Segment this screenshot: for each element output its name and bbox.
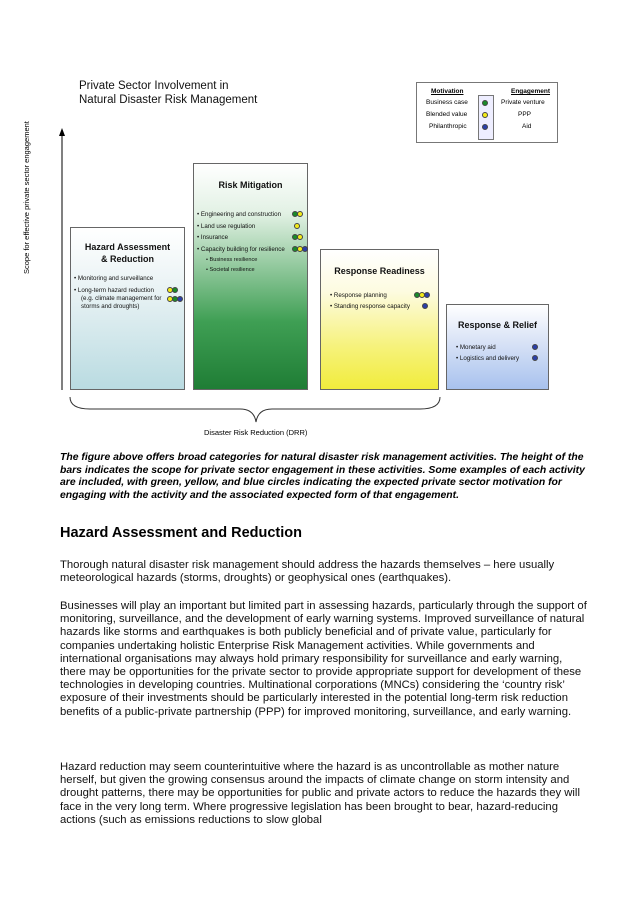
bar-response-readiness [320,249,439,390]
figure-title-line-1: Private Sector Involvement in [79,80,229,92]
legend-engagement-1: Private venture [501,99,545,106]
bar-1-note-2: storms and droughts) [81,303,140,310]
bar-response-relief [446,304,549,390]
x-axis-label: Disaster Risk Reduction (DRR) [204,428,308,437]
figure-caption: The figure above offers broad categories for natural disaster risk management activities. The height of the bars indicates the scope for private sector engagement in these activities. Some examples of each activity are included, with green, yellow, and blue circles indicating the expected private sector motivation for engaging with the activity and the associated expected form of that engagement. [60,452,585,502]
paragraph-3: Hazard reduction may seem counterintuitive where the hazard is as uncontrollable as mother nature herself, but given the growing consensus around the impacts of climate change on storm intensity and drought patterns, there may be opportunities for public and private actors to reduce the hazards they will face in the very long term. Where progressive legislation has been brought to bear, hazard-reducing actions (such as emissions reductions to slow global [60,761,580,826]
legend-motivation-1: Business case [426,99,468,106]
yellow-circle-icon [297,211,303,217]
bar-risk-mitigation [193,163,308,390]
bar-4-item-2: • Logistics and delivery [456,355,520,362]
bar-3-item-1: • Response planning [330,292,387,299]
bar-2-sub-item-2: • Societal resilience [206,267,255,273]
bar-1-note-1: (e.g. climate management for [81,295,162,302]
yellow-circle-icon [297,234,303,240]
blue-circle-icon [177,296,183,302]
bar-4-title: Response & Relief [457,320,538,330]
bar-2-item-4: • Capacity building for resilience [197,246,285,253]
blue-circle-icon [532,344,538,350]
drr-brace [70,397,440,422]
green-circle-icon [172,287,178,293]
bar-1-item-1: • Monitoring and surveillance [74,275,154,282]
legend-motivation-3: Philanthropic [429,123,467,130]
yellow-circle-icon [294,223,300,229]
blue-circle-icon [532,355,538,361]
legend-engagement-3: Aid [522,123,532,130]
section-heading: Hazard Assessment and Reduction [60,525,302,541]
figure-title-line-2: Natural Disaster Risk Management [79,94,258,106]
y-axis-arrow-icon [59,128,65,136]
bar-4-item-1: • Monetary aid [456,344,496,351]
blue-circle-icon [302,246,308,252]
bar-1-title-line-2: & Reduction [101,254,154,264]
bar-hazard-assessment [70,227,185,390]
blue-circle-icon [422,303,428,309]
legend-motivation-header: Motivation [431,88,464,95]
bar-3-title: Response Readiness [334,266,425,276]
paragraph-1: Thorough natural disaster risk management should address the hazards themselves – here usually meteorological hazards (storms, droughts) or geophysical ones (earthquakes). [60,559,555,585]
bar-2-item-2: • Land use regulation [197,223,256,230]
bar-3-item-2: • Standing response capacity [330,303,410,310]
y-axis-label: Scope for effective private sector engagement [22,121,31,274]
paragraph-2: Businesses will play an important but limited part in assessing hazards, particularly through the support of monitoring, surveillance, and the development of early warning systems. Improved surveillance of natural hazards like storms and earthquakes is both publicly beneficial and of private value, particularly for companies undertaking holistic Enterprise Risk Management activities. While governments and international organisations may always hold primary responsibility for surveillance and early warning, there may be opportunities for the private sector to provide appropriate support for development of these technologies in developing countries. Multinational corporations (MNCs) considering the ‘country risk’ exposure of their investments should be particularly interested in the potential long-term risk reduction benefits of a public-private partnership (PPP) for improved monitoring, surveillance, and early warning. [60,600,587,718]
bar-2-title: Risk Mitigation [218,180,283,190]
bar-2-item-3: • Insurance [197,234,229,241]
legend-engagement-2: PPP [518,111,532,118]
bar-2-sub-item-1: • Business resilience [206,257,258,263]
legend-engagement-header: Engagement [511,88,551,95]
bar-1-title-line-1: Hazard Assessment [84,242,171,252]
bar-2-item-1: • Engineering and construction [197,211,282,218]
blue-circle-icon [424,292,430,298]
bar-1-item-2: • Long-term hazard reduction [74,287,154,294]
legend-motivation-2: Blended value [426,111,468,118]
